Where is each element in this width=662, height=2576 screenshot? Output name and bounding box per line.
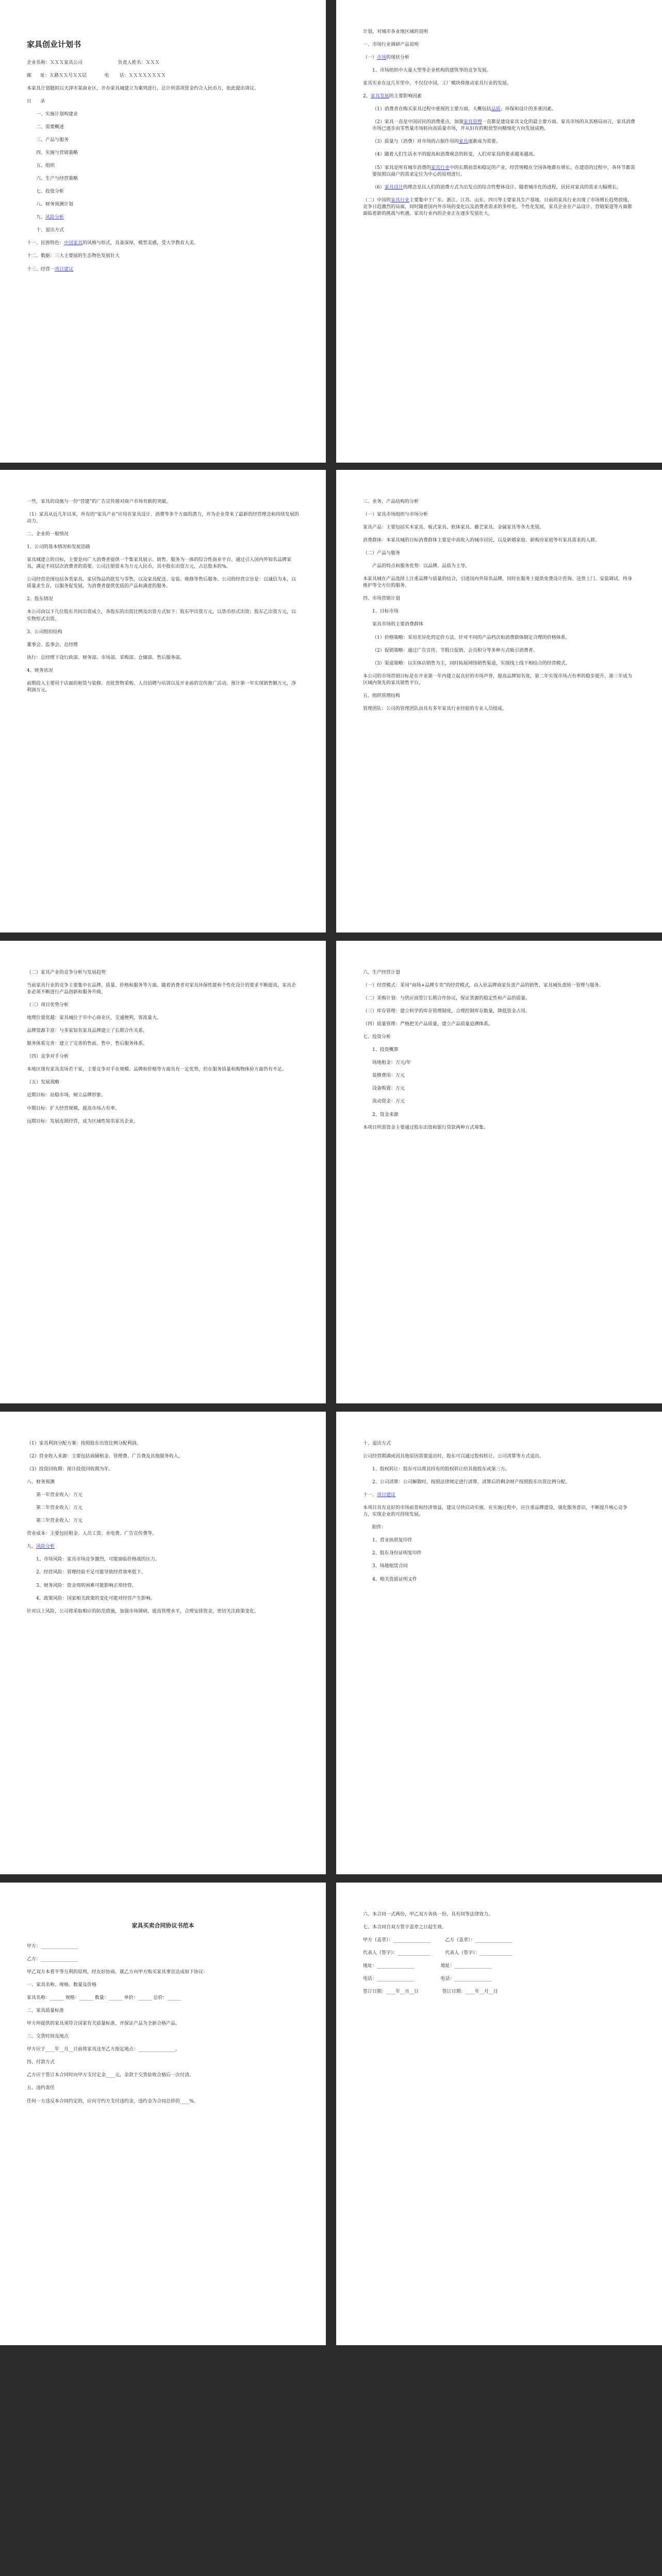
keyword-link[interactable]: 家具发展 [370,94,389,99]
text-line: 地理位置优越：家具城位于市中心商业区，交通便利，客流量大。 [27,1015,162,1021]
text-line: 六、本合同一式两份，甲乙双方各执一份，具有同等法律效力。 [363,1912,493,1917]
page-2 [336,0,662,463]
page-body [363,29,635,217]
text-line: 二、家具质量标准 [27,2008,64,2014]
text-segment: 一直都是建设家具文化的最主要方面。家具市场的从其格局而言，家具消费市场已逐步由零售量市场转向高质量市场，并从旧有的粗放型向精细化方向发展成熟。 [372,120,635,132]
text-segment: （二）中国的 [363,197,391,203]
text-line: 一、家具名称、规格、数量及价格 [27,1982,97,1988]
page-body [27,1943,299,2105]
keyword-link[interactable]: 家具 [458,139,468,145]
page-3 [0,470,326,933]
text-line: 4、相关资质证明文件 [372,1577,417,1582]
text-line[interactable] [363,139,635,145]
text-line: 执行：总经理下设行政部、财务部、市场部、采购部、仓储部、售后服务部。 [27,655,185,660]
text-segment: 九、 [27,1544,37,1550]
keyword-link[interactable]: 家具行业 [391,197,410,203]
text-line: 附件： [372,1525,387,1531]
text-segment: （5）家具是所有城市消费的 [372,165,431,171]
page-10 [336,1883,662,2345]
text-line: 营业成本：主要包括租金、人员工资、水电费、广告宣传费等。 [27,1531,157,1537]
text-line: 三、产品与服务 [36,138,69,143]
text-line: （4）随着人们生活水平的提高和消费观念的转变，人们对家具的要求越来越高。 [372,152,538,158]
text-line: （三）项目优势分析 [27,1003,69,1008]
text-line: （2）营业收入来源：主要包括商铺租金、管理费、广告费及其他服务收入。 [27,1454,183,1460]
keyword-link[interactable]: 市场 [377,55,387,61]
text-line: 八、财务预测计划 [36,202,74,208]
text-line: 甲方应于____年__月__日前将家具送至乙方指定地点：________________。 [27,2047,180,2053]
text-line: （1）家具利润分配方案：按照股东出资比例分配利润。 [27,1441,141,1446]
text-line: 十二、数据：三大主要展的生态物色发展壮大 [27,253,120,259]
text-segment: （2）家具一直是中国居民的消费重点，加强 [372,120,464,125]
text-line: （四）质量管理：严格把关产品质量，建立产品质量追溯体系。 [363,1022,493,1027]
text-line: 七、投资分析 [363,1035,391,1040]
text-line: 1、公司的基本情况和发展思路 [27,545,90,550]
text-line: 本地区现有家具卖场若干家，主要竞争对手在规模、品牌和价格等方面具有一定优势，但在服务质量和购物体验方面仍有不足。 [27,1067,287,1073]
page-body [27,499,299,694]
text-line: 二、需要概述 [36,124,64,130]
text-line[interactable] [363,106,635,113]
text-line: 电话：________________ 电话：________________ [363,1976,492,1982]
text-line: 2、股东情况 [27,597,53,602]
text-line[interactable] [363,184,635,191]
text-line: 公司经营期满或因其他原因需要退出时，股东可以通过股权转让、公司清算等方式退出。 [363,1454,544,1460]
text-line: （二）产品与服务 [363,551,401,556]
text-line: 乙方应于签订本合同时向甲方支付定金____元，余款于交货验收合格后一次付清。 [27,2073,194,2078]
contract-title: 家具买卖合同协议书范本 [131,1922,194,1929]
page-8 [336,1412,662,1874]
keyword-link[interactable]: 品质 [491,107,501,112]
text-segment: 、环保和设计的多重因素。 [500,107,556,112]
text-line: 目 录 [27,98,45,104]
text-line: 二、企业的一般情况 [27,532,69,537]
keyword-link[interactable]: 家具设计 [384,184,403,190]
text-line: 三、业务，产品结构的分析 [363,499,419,504]
text-line: （1）家具从近几年以来，所有的“家具产业”应用在家具设计、消费等多个方面的潜力，并为企业带来了最新的经营理念和持续发展的动力。 [27,512,299,524]
text-line: 装修费用：万元 [372,1073,405,1079]
text-line[interactable] [363,93,635,100]
text-line: 企业名称：ＸＸＸ家具公司 负责人姓名：ＸＸＸ [27,60,160,65]
text-line: 任何一方违反本合同约定的，应向守约方支付违约金，违约金为合同总价的____%。 [27,2098,198,2104]
text-line: （一）家具市场组织与市场分析 [363,512,428,518]
page-body [363,1911,635,1995]
text-line: 家具实业在这几年里中，不仅仅中国，工厂模块将推动家具行业的发展。 [363,81,512,87]
text-line: 第二年营业收入：万元 [36,1505,83,1511]
text-line: 1、目标市场 [372,609,399,615]
text-line: 近期目标：站稳市场，树立品牌形象。 [27,1093,106,1098]
text-segment: 十一、 [363,1493,377,1498]
page-1 [0,0,326,463]
text-line: 2、经营风险：管理经验不足可能导致经营效率低下。 [36,1570,146,1575]
text-segment: 2、 [363,94,371,99]
text-line[interactable] [363,1492,635,1499]
text-segment: 九、 [36,215,46,221]
text-segment: 逐渐成为需要。 [468,139,501,145]
text-line: 本家具计划题拟以天津市某商业区，开办家具城建立为案列进行，总计所需项资金约合人民币万，依此提出请议。 [27,86,259,91]
page-body [27,970,299,1125]
text-segment: 的主要影响因素 [389,94,422,99]
text-line: 代表人（签字）：______________ 代表人（签字）：______________ [363,1951,512,1956]
text-line[interactable] [363,165,635,178]
text-line: 五、组织 [36,163,55,169]
text-line: 设备购置：万元 [372,1086,405,1092]
text-line: 一些，家具的设施与一份“营建”的广告宣传册对商户市场有新的突破。 [27,499,171,504]
text-line: 本项目所需资金主要通过股东出资和银行贷款两种方式筹集。 [363,1125,489,1130]
text-line[interactable] [363,197,635,217]
text-segment: 十三、经营一 [27,266,55,272]
text-line: 甲方：________________ [27,1943,78,1949]
text-line: 服务体系完善：建立了完善的售前、售中、售后服务体系。 [27,1041,148,1047]
document-title: 家具创业计划书 [27,40,81,49]
text-line: 邮 址：Ｘ路ＸＸ号ＸＸ层 电 话：ＸＸＸＸＸＸＸＸ [27,73,166,78]
text-line: 第一年营业收入：万元 [36,1493,83,1498]
text-line: （三）库存管理：建立科学的库存管理制度，合理控制库存数量，降低资金占用。 [363,1009,531,1014]
page-body [363,499,635,713]
text-line: 七、投资分析 [36,189,64,195]
text-line: 针对以上风险，公司将采取相应的防范措施，加强市场调研，提高管理水平，合理安排资金，密切关注政策变化。 [27,1608,259,1614]
text-line: 2、公司清算：公司解散时，按照法律规定进行清算，清算后的剩余财产按照股东出资比例分配。 [372,1480,570,1485]
text-line: 场地租金：万元/年 [372,1060,411,1066]
page-4 [336,470,662,933]
text-segment: 的理念是以人们的消费方式为出发点的综合性整体设计。随着城市化的进程，居民对家具的需求大幅增长。 [403,184,621,190]
text-line: 1、营业执照复印件 [372,1538,412,1544]
text-line[interactable] [27,266,299,273]
text-segment: 主要集中于广东、浙江、江苏、山东、四川等主要家具生产基地。目前的家具行业出现了市场增长趋势放缓，竞争日趋激烈的局面，同时随着国内外市场的变化以及消费者需求的多样化、个性化发展，家具企业在产品设计、营销渠道等方面都面临着新的挑战与机遇。家具行业内的企业正在逐步发展壮大。 [363,197,633,216]
text-line: 甲方所提供的家具须符合国家有关质量标准，并保证产品为全新合格产品。 [27,2021,180,2027]
text-line: 流动资金：万元 [372,1099,405,1105]
keyword-link[interactable]: 风险分析 [45,215,64,221]
text-line: 3、场地租赁合同 [372,1564,408,1569]
text-line: 1、股权转让：股东可以将其持有的股权转让给其他股东或第三方。 [372,1467,510,1472]
text-line: 第三年营业收入：万元 [36,1518,83,1524]
text-line: （3）投资回收期：预计投资回收期为年。 [27,1467,113,1472]
text-line: 本公司由以下几位股东共同出资成立，各股东的出资比例及出资方式如下：股东甲出资万元，以货币形式出资；股东乙出资万元，以实物形式出资。 [27,609,296,622]
text-line: 董事会、监事会、总经理 [27,642,78,648]
text-line: （1）价格策略：采用差异化的定价方法，针对不同的产品档次和消费群体制定合理的价格体系。 [372,635,570,640]
text-segment: （1）消费者在购买家具过程中重视的主要方面，大概包括 [372,107,491,112]
text-line: 六、生产经营计划 [363,970,401,975]
text-line: （一）经营模式：采用“商场+品牌专卖”的经营模式，由入驻品牌商家负责产品的销售，家具城负责统一管理与服务。 [363,983,604,989]
keyword-link[interactable]: 家具行业 [431,165,450,171]
text-line: 十、退出方式 [36,228,64,233]
text-line[interactable] [363,55,635,61]
text-line[interactable] [27,1544,299,1550]
text-line: 五、违约责任 [27,2086,55,2091]
text-line: 四、付款方式 [27,2060,55,2065]
text-line: 地址：________________ 地址：________________ [363,1963,492,1969]
text-line: 管理团队：公司的管理团队由具有多年家具行业经验的专业人员组成。 [363,706,507,711]
page-body [363,1440,635,1583]
text-segment: 的风格与形式，具备深厚，模型美感，受大学教育大美。 [82,241,199,246]
text-line: 十、退出方式 [363,1441,391,1446]
text-segment: （3）质量与（消费）对市场的占据作用的 [372,139,459,145]
text-line: 本公司的市场营销目标是在开业第一年内建立起良好的市场声誉，提高品牌知名度，第二年实现市场占有率的稳步提升，第三年成为区域内领先的家具销售平台。 [363,673,633,686]
text-line: 签订日期：____年__月__日 签订日期：____年__月__日 [363,1989,498,1995]
text-segment: （6） [372,184,385,190]
text-line: 家具产品：主要包括实木家具、板式家具、软体家具、藤艺家具、金属家具等各大类别。 [363,525,544,531]
text-line: 公司经营范围包括各类家具、家居饰品的批发与零售，以及家具配送、安装、维修等售后服务。公司的经营宗旨是：以诚信为本，以质量求生存，以服务促发展，为消费者提供优质的产品和满意的服务。 [27,577,296,589]
text-line: 1、市场风险：家具市场竞争激烈，可能面临价格战的压力。 [36,1557,160,1563]
text-line: 三、交货时间及地点 [27,2034,69,2040]
text-line: 远期目标：发展连锁经营，成为区域性知名家具企业。 [27,1118,139,1124]
keyword-link[interactable]: 中国家具 [64,241,83,246]
text-line: 本项目具有良好的市场前景和经济效益，建议尽快启动实施。在实施过程中，应注重品牌建设，强化服务意识，不断提升核心竞争力，实现企业的可持续发展。 [363,1505,628,1518]
text-line: 4、政策风险：国家相关政策的变化可能对经营产生影响。 [36,1596,155,1601]
text-line: 四、实施与营销策略 [36,150,78,156]
text-line: 前期投入主要用于店面的租赁与装修、首批货物采购、人员招聘与培训以及开业前的宣传推广活动。预计第一年实现销售额万元，净利润万元。 [27,681,296,693]
text-line: 4、财务状况 [27,668,53,673]
text-line: （2）促销策略：通过广告宣传、节假日促销、会员积分等多种方式吸引消费者。 [372,648,538,653]
text-line: 四、市场营销计划 [363,596,401,602]
page-9 [0,1883,326,2345]
text-line: 甲乙双方本着平等互利的原则，经友好协商，就乙方向甲方购买家具事宜达成如下协议： [27,1970,208,1975]
page-5 [0,941,326,1403]
text-line: 乙方：________________ [27,1956,78,1962]
text-line: （五）发展战略 [27,1080,60,1086]
page-body [27,60,299,273]
text-line: 一、市场行业调研产品说明 [363,42,419,48]
page-6 [336,941,662,1403]
text-line: 3、公司组织结构 [27,629,62,635]
page-body [27,1440,299,1615]
text-line: 八、财务预测 [27,1480,55,1485]
text-line: （二）家具产业的竞争分析与发展趋势 [27,970,106,975]
text-line[interactable] [27,214,299,221]
text-line: 七、本合同自双方签字盖章之日起生效。 [363,1925,447,1930]
text-line[interactable] [27,240,299,247]
text-line: （二）采购计划：与供应商签订长期合作协议，保证货源的稳定性和产品的质量。 [363,996,531,1002]
text-line: 中期目标：扩大经营规模，提高市场占有率。 [27,1106,120,1111]
keyword-link[interactable]: 风险分析 [36,1544,55,1550]
keyword-link[interactable]: 家具管理 [463,120,482,125]
keyword-link[interactable]: 项目建议 [55,266,74,272]
text-line: （四）竞争对手分析 [27,1054,69,1060]
text-line: 1、投资概算 [372,1047,399,1053]
text-line: 一、实施计划构建业 [36,111,78,117]
text-segment: （一） [363,55,377,61]
text-line: 家具市场的主要消费群体 [372,622,424,628]
text-segment: 中的长期前景和稳定的产业，经营规模在全国各地都在增长。在建造的过程中，各环节都需要按照以商户的需求定位为中心的原则进行。 [372,165,635,177]
text-line: 五、组织管理结构 [363,693,401,699]
text-line: 家具名称：______ 规格：______ 数量：______ 单价：______ 总价：______ [27,1995,181,2001]
text-line: 本家具城在产品选择上注重品牌与质量的结合，引进国内外知名品牌，同时在服务上提供免费设计咨询、送货上门、安装调试、终身维护等全方位的服务。 [363,577,633,589]
keyword-link[interactable]: 项目建议 [377,1493,396,1498]
text-line: 六、生产与经营策略 [36,176,78,182]
text-line[interactable] [363,119,635,132]
text-line: 产品的特点和服务优势：以品牌、品质为主导。 [372,564,470,569]
text-line: 消费群体：本家具城的目标消费群体主要是中高收入的城市居民，以及新婚家庭、新购房家庭等有家具需求的人群。 [363,538,600,544]
text-line: 甲方（盖章）：________________ 乙方（盖章）：________________ [363,1938,512,1943]
text-line: 2、股东身份证明复印件 [372,1551,422,1556]
text-segment: 的现状分析 [386,55,410,61]
text-segment: 十一、民族特色： [27,241,64,246]
text-line: 1、市场组织中大量大型等企业机构的建筑等的竞争发展。 [372,68,491,74]
page-7 [0,1412,326,1874]
text-line: 2、资金来源 [372,1112,399,1117]
text-line: 家具城建立的目标，主要是向广大消费者提供一个集家具展示、销售、服务为一体的综合性商业平台。通过引入国内外知名品牌家具，满足不同层次消费者的需要。公司注册资本为万元人民币，其中股东出资万元，占总股本的%。 [27,557,292,570]
text-line: 当前家具行业的竞争主要集中在品牌、质量、价格和服务等方面。随着消费者对家具环保性能和个性化设计的要求不断提高，家具企业必须不断进行产品创新和服务升级。 [27,983,296,995]
text-line: 计划，对城市各业地区域的说明 [363,29,428,35]
text-line: 品牌资源丰富：与多家知名家具品牌建立了长期合作关系。 [27,1028,148,1034]
page-body [363,970,635,1131]
text-line: （3）渠道策略：以实体店销售为主，同时拓展网络销售渠道，实现线上线下相结合的经营模式。 [372,660,570,666]
text-line: 3、财务风险：资金周转困难可能影响正常经营。 [36,1583,137,1588]
